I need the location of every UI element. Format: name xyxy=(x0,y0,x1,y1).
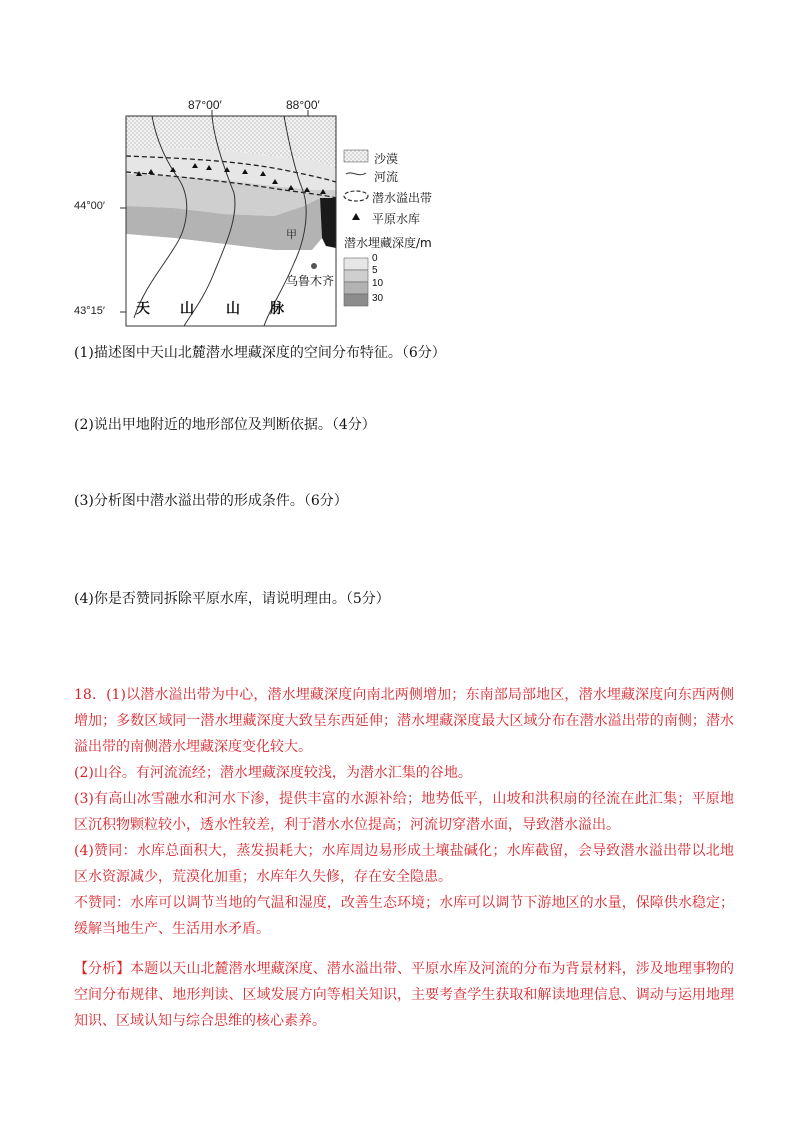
legend-spring-belt-label: 潜水溢出带 xyxy=(372,191,433,205)
analysis-block xyxy=(74,956,734,1034)
legend-river-label: 河流 xyxy=(374,170,399,184)
legend-spring-belt-shape xyxy=(344,191,368,201)
mountain-label-mai: 脉 xyxy=(270,301,284,317)
map-body xyxy=(120,110,336,326)
question-3: (3)分析图中潜水溢出带的形成条件。（6分） xyxy=(74,493,348,509)
lat-label-4315: 43°15′ xyxy=(74,305,105,317)
legend-depth-title: 潜水埋藏深度/m xyxy=(344,236,432,250)
lat-label-44: 44°00′ xyxy=(74,200,105,212)
city-marker xyxy=(311,263,317,269)
legend-reservoir-label: 平原水库 xyxy=(372,212,421,226)
legend-graphics xyxy=(344,150,368,306)
legend-desert-label: 沙漠 xyxy=(374,152,399,166)
question-2: (2)说出甲地附近的地形部位及判断依据。（4分） xyxy=(74,417,376,433)
map-figure xyxy=(74,98,444,330)
answer-part-2: (2)山谷。有河流流经；潜水埋藏深度较浅，为潜水汇集的谷地。 xyxy=(74,765,472,781)
legend-depth-30: 30 xyxy=(372,293,384,304)
legend-depth-0: 0 xyxy=(372,253,378,264)
legend-depth-10: 10 xyxy=(372,278,384,289)
answer-part-1: 18．(1)以潜水溢出带为中心，潜水埋藏深度向南北两侧增加；东南部局部地区，潜水埋藏深度向东西两侧增加；多数区域同一潜水埋藏深度大致呈东西延伸；潜水埋藏深度最大区域分布在潜水溢出带的南侧；潜水溢出带的南侧潜水埋藏深度变化较大。 xyxy=(74,687,734,755)
answer-part-4-disagree: 不赞同：水库可以调节当地的气温和湿度，改善生态环境；水库可以调节下游地区的水量，保障供水稳定；缓解当地生产、生活用水矛盾。 xyxy=(74,895,734,937)
legend-depth-5: 5 xyxy=(372,265,378,276)
question-4: (4)你是否赞同拆除平原水库，请说明理由。（5分） xyxy=(74,591,390,607)
question-1: (1)描述图中天山北麓潜水埋藏深度的空间分布特征。（6分） xyxy=(74,345,446,361)
lon-label-87: 87°00′ xyxy=(188,98,222,112)
legend-river-line xyxy=(346,173,366,175)
answer-block xyxy=(74,682,734,942)
answer-part-3: (3)有高山冰雪融水和河水下渗，提供丰富的水源补给；地势低平，山坡和洪积扇的径流在此汇集；平原地区沉积物颗粒较小，透水性较差，利于潜水水位提高；河流切穿潜水面，导致潜水溢出。 xyxy=(74,791,734,833)
mountain-label-tian: 天 xyxy=(136,301,150,317)
answer-part-4-agree: (4)赞同：水库总面积大，蒸发损耗大；水库周边易形成土壤盐碱化；水库截留，会导致潜水溢出带以北地区水资源减少，荒漠化加重；水库年久失修，存在安全隐患。 xyxy=(74,843,734,885)
place-jia-label: 甲 xyxy=(286,228,297,241)
legend-desert-swatch xyxy=(344,150,368,162)
legend-reservoir-triangle xyxy=(352,213,360,220)
lon-label-88: 88°00′ xyxy=(286,98,320,112)
mountain-label-shan-1: 山 xyxy=(180,301,194,317)
city-label: 乌鲁木齐 xyxy=(286,274,335,288)
mountain-label-shan-2: 山 xyxy=(226,301,240,317)
analysis-text: 【分析】本题以天山北麓潜水埋藏深度、潜水溢出带、平原水库及河流的分布为背景材料，涉及地理事物的空间分布规律、地形判读、区域发展方向等相关知识，主要考查学生获取和解读地理信息、调动与运用地理知识、区域认知与综合思维的核心素养。 xyxy=(74,961,734,1029)
